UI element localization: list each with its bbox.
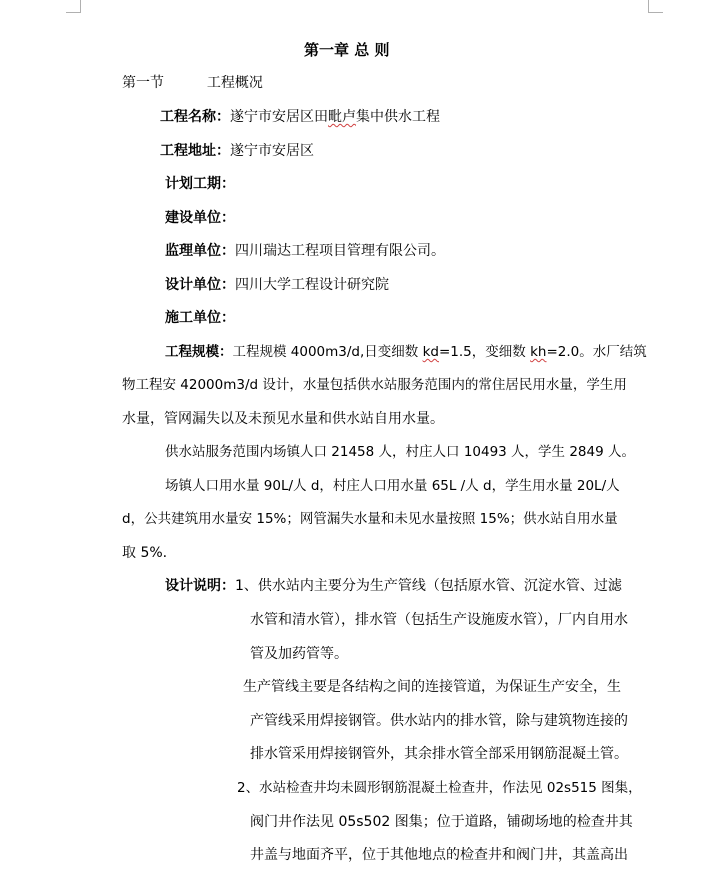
page-corner-mark [66,0,81,13]
design-para-line-2: 产管线采用焊接钢管。供水站内的排水管，除与建筑物连接的 [250,713,628,729]
scale-text: =1.5，变细数 [438,344,531,360]
design-item1-line-1 [165,576,622,596]
section-label: 第一节 [122,75,164,91]
supervisor-label: 监理单位： [165,243,235,259]
project-name-value-rest: 集中供水工程 [356,109,440,125]
scale-line-1 [165,342,647,362]
spellcheck-word[interactable]: kh [530,344,547,360]
design-para-line-3: 排水管采用焊接钢管外，其余排水管全部采用钢筋混凝土管。 [250,746,628,762]
project-name-value: 遂宁市安居区田 [230,109,328,125]
scale-line-3: 水量，管网漏失以及未预见水量和供水站自用水量。 [122,411,444,427]
usage-line-3: 取 5%. [122,545,168,561]
supervisor-line [165,241,445,261]
builder-label: 建设单位： [165,210,235,226]
scale-text: =2.0。水厂结筑 [546,344,647,360]
constructor-label: 施工单位： [165,310,235,326]
supervisor-value: 四川瑞达工程项目管理有限公司。 [235,243,445,259]
usage-line-1: 场镇人口用水量 90L/人 d，村庄人口用水量 65L /人 d，学生用水量 20L/人 [165,478,620,494]
design-item2-line-3: 井盖与地面齐平，位于其他地点的检查井和阀门井，其盖高出 [250,847,628,863]
designer-line [165,275,389,295]
project-address-label: 工程地址： [160,143,230,159]
design-item2-line-2: 阀门井作法见 05s502 图集；位于道路，铺砌场地的检查井其 [250,814,633,830]
scale-label: 工程规模： [165,344,233,360]
design-item2-line-1: 2、水站检查井均未圆形钢筋混凝土检查井，作法见 02s515 图集， [237,780,642,796]
project-name-line [160,107,440,127]
design-label: 设计说明： [165,578,235,594]
section-title: 工程概况 [206,75,263,91]
constructor-line [165,308,235,328]
spellcheck-word[interactable]: kd [422,344,439,360]
builder-line [165,208,235,228]
schedule-label: 计划工期： [165,176,235,192]
design-text: 1、供水站内主要分为生产管线（包括原水管、沉淀水管、过滤 [235,578,622,594]
design-item1-line-3: 管及加药管等。 [250,646,348,662]
scale-line-2: 物工程安 42000m3/d 设计，水量包括供水站服务范围内的常住居民用水量，学生用 [122,377,627,393]
project-name-label: 工程名称： [160,109,230,125]
population-line: 供水站服务范围内场镇人口 21458 人，村庄人口 10493 人，学生 2849 人。 [165,444,635,460]
chapter-title: 第一章 总 则 [304,41,390,59]
usage-line-2: d，公共建筑用水量安 15%；网管漏失水量和未见水量按照 15%；供水站自用水量 [122,511,618,527]
project-address-value: 遂宁市安居区 [230,143,314,159]
designer-value: 四川大学工程设计研究院 [235,277,389,293]
page-corner-mark [648,0,663,13]
scale-text: 工程规模 4000m3/d,日变细数 [232,344,423,360]
designer-label: 设计单位： [165,277,235,293]
section-heading [122,73,263,93]
project-address-line [160,141,314,161]
schedule-line [165,174,235,194]
design-item1-line-2: 水管和清水管），排水管（包括生产设施废水管），厂内自用水 [250,612,628,628]
design-para-line-1: 生产管线主要是各结构之间的连接管道，为保证生产安全，生 [243,679,621,695]
spellcheck-word[interactable]: 毗卢 [328,109,356,125]
